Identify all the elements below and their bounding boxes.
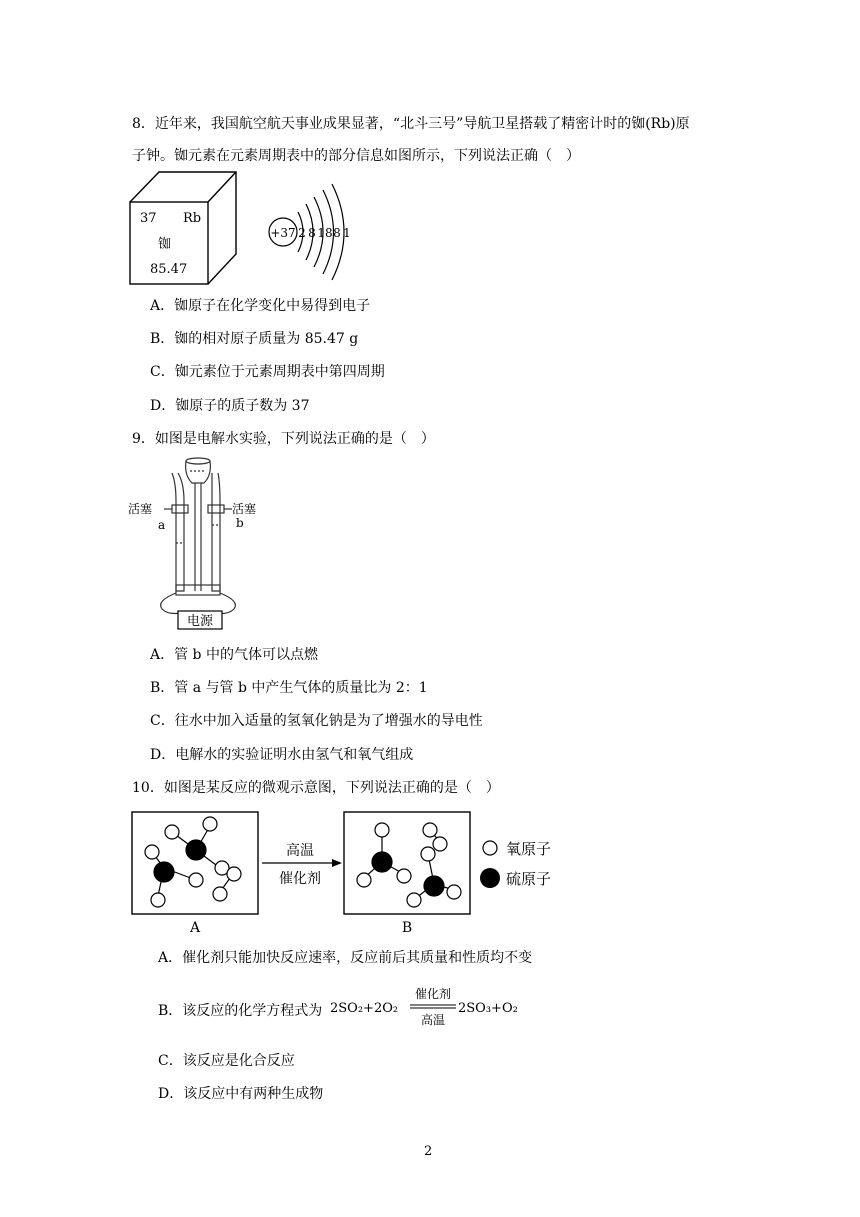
shell-2-count: 8 xyxy=(308,226,316,240)
electrolysis-apparatus-figure xyxy=(128,453,268,633)
rubidium-figure xyxy=(128,170,358,288)
stopcock-right-label: 活塞 xyxy=(232,502,257,516)
q8-option-d: D．铷原子的质子数为 37 xyxy=(150,398,310,414)
q9-option-c: C．往水中加入适量的氢氧化钠是为了增强水的导电性 xyxy=(150,713,483,729)
box-b-molecules xyxy=(357,823,461,907)
page-number: 2 xyxy=(424,1144,433,1159)
shell-4-count: 8 xyxy=(333,226,341,240)
tube-a-label: a xyxy=(158,518,166,532)
sulfur-atom-legend-icon xyxy=(480,868,500,888)
q10-option-a: A．催化剂只能加快反应速率，反应前后其质量和性质均不变 xyxy=(158,950,533,966)
atomic-number: 37 xyxy=(140,211,157,226)
q10-option-c: C．该反应是化合反应 xyxy=(158,1053,295,1069)
tube-b-label: b xyxy=(236,516,244,530)
legend-oxygen-label: 氧原子 xyxy=(506,840,552,858)
equation-products: 2SO₃+O₂ xyxy=(458,1001,518,1016)
chemical-equation xyxy=(330,984,530,1028)
element-symbol: Rb xyxy=(183,211,202,226)
q8-stem-line2: 子钟。铷元素在元素周期表中的部分信息如图所示，下列说法正确（ ） xyxy=(132,148,580,164)
q8-option-c: C．铷元素位于元素周期表中第四周期 xyxy=(150,364,385,380)
q10-stem: 10．如图是某反应的微观示意图，下列说法正确的是（ ） xyxy=(132,780,500,796)
power-supply-label: 电源 xyxy=(186,614,214,629)
element-name: 铷 xyxy=(158,237,172,252)
q9-stem: 9．如图是电解水实验，下列说法正确的是（ ） xyxy=(132,431,435,447)
atom-structure-diagram xyxy=(269,184,351,280)
condition-catalyst: 催化剂 xyxy=(279,871,321,887)
q8-stem-line1: 8．近年来，我国航空航天事业成果显著，“北斗三号”导航卫星搭载了精密计时的铷(Rb)原 xyxy=(132,116,690,132)
shell-1-count: 2 xyxy=(298,226,306,240)
q9-option-d: D．电解水的实验证明水由氢气和氧气组成 xyxy=(150,747,414,763)
shell-5-count: 1 xyxy=(343,226,351,240)
q10-option-d: D．该反应中有两种生成物 xyxy=(158,1086,324,1102)
box-a-label: A xyxy=(189,920,201,936)
equation-reactants: 2SO₂+2O₂ xyxy=(330,1001,399,1016)
q9-option-a: A．管 b 中的气体可以点燃 xyxy=(150,647,318,663)
q8-option-a: A．铷原子在化学变化中易得到电子 xyxy=(150,298,371,314)
apparatus-outline xyxy=(161,458,236,614)
condition-high-temp: 高温 xyxy=(286,843,314,859)
reaction-micro-diagram xyxy=(128,808,588,938)
q8-option-b: B．铷的相对原子质量为 85.47 g xyxy=(150,331,359,347)
q9-option-b: B．管 a 与管 b 中产生气体的质量比为 2：1 xyxy=(150,680,428,696)
q10-option-b-prefix: B．该反应的化学方程式为 xyxy=(158,1003,323,1019)
reaction-arrow-head xyxy=(332,859,342,867)
box-b-label: B xyxy=(401,920,413,936)
legend-sulfur-label: 硫原子 xyxy=(506,870,552,888)
equation-temperature-label: 高温 xyxy=(420,1013,446,1027)
oxygen-atom-legend-icon xyxy=(483,841,497,855)
equation-catalyst-label: 催化剂 xyxy=(414,987,452,1001)
atomic-mass: 85.47 xyxy=(150,262,188,277)
stopcock-left-label: 活塞 xyxy=(128,502,153,516)
shell-3-count: 18 xyxy=(317,226,333,240)
box-a-molecules xyxy=(145,817,241,907)
nucleus-charge: +37 xyxy=(270,226,296,240)
